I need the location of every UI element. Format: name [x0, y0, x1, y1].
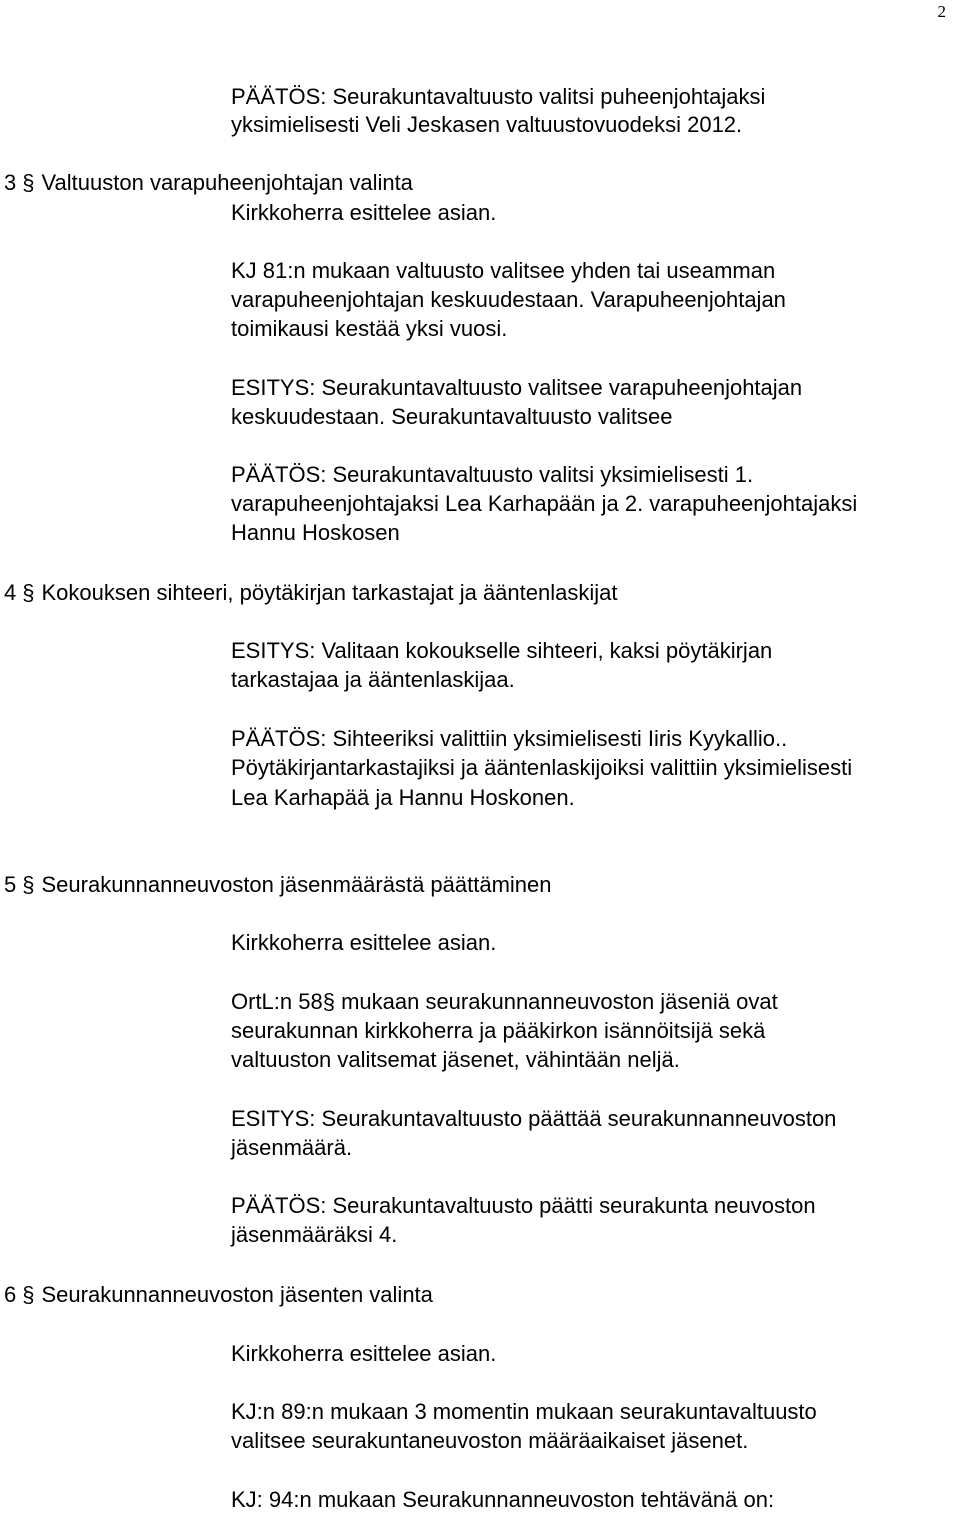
text-line: seurakunnan kirkkoherra ja pääkirkon isännöitsijä sekä [231, 1018, 766, 1043]
text-line: OrtL:n 58§ mukaan seurakunnanneuvoston jäseniä ovat [231, 989, 778, 1014]
section-symbol: § [22, 170, 35, 195]
text-line: Kirkkoherra esittelee asian. [231, 1341, 497, 1366]
text-line: Pöytäkirjantarkastajiksi ja ääntenlaskijoiksi valittiin yksimielisesti [231, 755, 853, 780]
text-line: PÄÄTÖS: Seurakuntavaltuusto valitsi puheenjohtajaksi [231, 84, 766, 109]
text-line: keskuudestaan. Seurakuntavaltuusto valitsee [231, 404, 673, 429]
text-line: Hannu Hoskosen [231, 520, 400, 545]
text-line: Lea Karhapää ja Hannu Hoskonen. [231, 785, 575, 810]
text-line: ESITYS: Seurakuntavaltuusto valitsee varapuheenjohtajan [231, 375, 803, 400]
section-title: Kokouksen sihteeri, pöytäkirjan tarkastajat ja ääntenlaskijat [41, 580, 618, 605]
text-line: toimikausi kestää yksi vuosi. [231, 316, 508, 341]
section-number: 3 [4, 170, 17, 195]
text-line: PÄÄTÖS: Seurakuntavaltuusto valitsi yksimielisesti 1. [231, 462, 754, 487]
text-line: yksimielisesti Veli Jeskasen valtuustovuodeksi 2012. [231, 112, 743, 137]
text-line: tarkastajaa ja ääntenlaskijaa. [231, 667, 515, 692]
text-line: PÄÄTÖS: Sihteeriksi valittiin yksimielisesti Iiris Kyykallio.. [231, 726, 788, 751]
text-line: varapuheenjohtajaksi Lea Karhapään ja 2. varapuheenjohtajaksi [231, 491, 858, 516]
section-symbol: § [22, 580, 35, 605]
section-heading [4, 578, 618, 607]
text-line: ESITYS: Valitaan kokoukselle sihteeri, kaksi pöytäkirjan [231, 638, 773, 663]
section-heading [4, 168, 413, 197]
text-line: KJ:n 89:n mukaan 3 momentin mukaan seurakuntavaltuusto [231, 1399, 817, 1424]
section-number: 5 [4, 872, 17, 897]
section-symbol: § [22, 872, 35, 897]
section-title: Seurakunnanneuvoston jäsenmäärästä päättäminen [41, 872, 552, 897]
text-line: PÄÄTÖS: Seurakuntavaltuusto päätti seurakunta neuvoston [231, 1193, 816, 1218]
text-line: valtuuston valitsemat jäsenet, vähintään neljä. [231, 1047, 680, 1072]
text-line: KJ 81:n mukaan valtuusto valitsee yhden tai useamman [231, 258, 776, 283]
text-line: valitsee seurakuntaneuvoston määräaikaiset jäsenet. [231, 1428, 749, 1453]
text-line: jäsenmääräksi 4. [231, 1222, 398, 1247]
text-line: ESITYS: Seurakuntavaltuusto päättää seurakunnanneuvoston [231, 1106, 837, 1131]
section-heading [4, 870, 552, 899]
page-number: 2 [937, 2, 946, 21]
text-line: varapuheenjohtajan keskuudestaan. Varapuheenjohtajan [231, 287, 786, 312]
section-symbol: § [22, 1282, 35, 1307]
section-number: 6 [4, 1282, 17, 1307]
section-number: 4 [4, 580, 17, 605]
text-line: Kirkkoherra esittelee asian. [231, 930, 497, 955]
section-title: Valtuuston varapuheenjohtajan valinta [41, 170, 413, 195]
text-line: jäsenmäärä. [231, 1135, 353, 1160]
text-line: Kirkkoherra esittelee asian. [231, 200, 497, 225]
section-heading [4, 1280, 433, 1309]
text-line: KJ: 94:n mukaan Seurakunnanneuvoston tehtävänä on: [231, 1487, 775, 1512]
section-title: Seurakunnanneuvoston jäsenten valinta [41, 1282, 433, 1307]
